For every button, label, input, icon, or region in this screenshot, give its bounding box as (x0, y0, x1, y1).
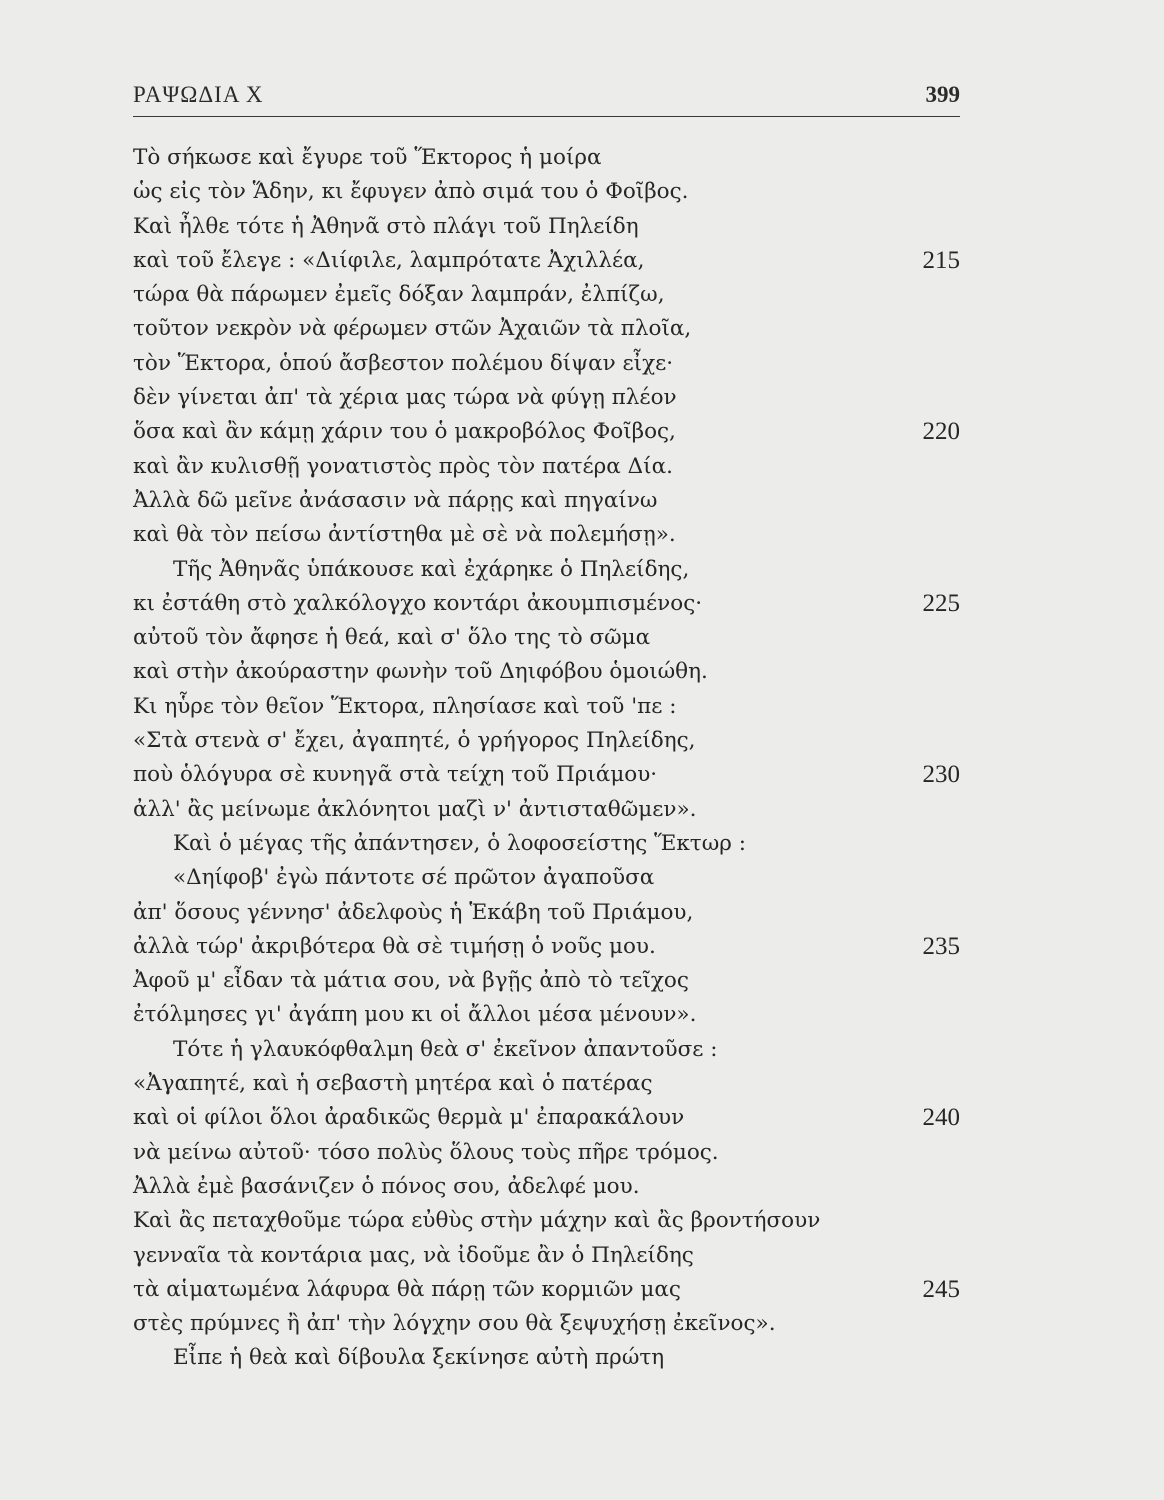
line-number: 225 (922, 589, 960, 617)
verse-line (133, 312, 963, 346)
verse-text: Καὶ ἂς πεταχθοῦμε τώρα εὐθὺς στὴν μάχην καὶ ἂς βροντήσουν (133, 1208, 821, 1234)
verse-line (133, 964, 963, 998)
verse-line (133, 141, 963, 175)
verse-text: αὐτοῦ τὸν ἄφησε ἡ θεά, καὶ σ' ὅλο της τὸ σῶμα (133, 625, 651, 651)
verse-text: Καὶ ἦλθε τότε ἡ Ἀθηνᾶ στὸ πλάγι τοῦ Πηλείδη (133, 213, 639, 239)
verse-line (133, 1136, 963, 1170)
verse-line (133, 1341, 963, 1375)
verse-text: τώρα θὰ πάρωμεν ἐμεῖς δόξαν λαμπράν, ἐλπίζω, (133, 282, 665, 308)
verse-text: ὡς εἰς τὸν Ἅδην, κι ἔφυγεν ἀπὸ σιμά του ὁ Φοῖβος. (133, 179, 689, 205)
verse-text: καὶ ἂν κυλισθῇ γονατιστὸς πρὸς τὸν πατέρα Δία. (133, 453, 673, 479)
verse-line (133, 930, 963, 964)
verse-line (133, 827, 963, 861)
verse-line (133, 1204, 963, 1238)
verse-line (133, 690, 963, 724)
verse-text: Ἀλλὰ ἐμὲ βασάνιζεν ὁ πόνος σου, ἀδελφέ μου. (133, 1173, 640, 1199)
verse-line (133, 347, 963, 381)
verse-line (133, 553, 963, 587)
verse-line (133, 210, 963, 244)
verse-text: καὶ στὴν ἀκούραστην φωνὴν τοῦ Δηιφόβου ὁμοιώθη. (133, 659, 708, 685)
verse-text: Κι ηὗρε τὸν θεῖον Ἕκτορα, πλησίασε καὶ τοῦ 'πε : (133, 693, 677, 719)
chapter-title: ΡΑΨΩΔΙΑ Χ (133, 82, 264, 107)
verse-text: νὰ μείνω αὐτοῦ· τόσο πολὺς ὅλους τοὺς πῆρε τρόμος. (133, 1139, 719, 1165)
verse-text: τοῦτον νεκρὸν νὰ φέρωμεν στῶν Ἀχαιῶν τὰ πλοῖα, (133, 316, 692, 342)
verse-text: καὶ θὰ τὸν πείσω ἀντίστηθα μὲ σὲ νὰ πολεμήσῃ». (133, 522, 676, 548)
line-number: 245 (922, 1275, 960, 1303)
verse-block (133, 141, 963, 1376)
verse-text: ἀλλὰ τώρ' ἀκριβότερα θὰ σὲ τιμήσῃ ὁ νοῦς μου. (133, 933, 656, 959)
verse-line (133, 1307, 963, 1341)
verse-text: ἀπ' ὅσους γέννησ' ἀδελφοὺς ἡ Ἑκάβη τοῦ Πριάμου, (133, 899, 694, 925)
line-number: 215 (922, 246, 960, 274)
verse-line (133, 896, 963, 930)
verse-line (133, 587, 963, 621)
verse-text: καὶ τοῦ ἔλεγε : «Διίφιλε, λαμπρότατε Ἀχιλλέα, (133, 247, 645, 273)
verse-text: στὲς πρύμνες ἢ ἀπ' τὴν λόγχην σου θὰ ξεψυχήσῃ ἐκεῖνος». (133, 1311, 776, 1337)
line-number: 220 (922, 418, 960, 446)
verse-line (133, 450, 963, 484)
verse-line (133, 861, 963, 895)
verse-line (133, 244, 963, 278)
verse-line (133, 484, 963, 518)
running-head (133, 82, 960, 112)
verse-line (133, 278, 963, 312)
page-number: 399 (925, 82, 960, 107)
verse-line (133, 793, 963, 827)
line-number: 240 (922, 1104, 960, 1132)
verse-line (133, 758, 963, 792)
verse-text: «Ἀγαπητέ, καὶ ἡ σεβαστὴ μητέρα καὶ ὁ πατέρας (133, 1071, 653, 1097)
verse-line (133, 655, 963, 689)
verse-line (133, 1067, 963, 1101)
verse-line (133, 415, 963, 449)
verse-line (133, 998, 963, 1032)
verse-line (133, 621, 963, 655)
line-number: 235 (922, 932, 960, 960)
verse-text: δὲν γίνεται ἀπ' τὰ χέρια μας τώρα νὰ φύγῃ πλέον (133, 385, 677, 411)
line-number: 230 (922, 761, 960, 789)
verse-text: τὰ αἱματωμένα λάφυρα θὰ πάρῃ τῶν κορμιῶν μας (133, 1276, 681, 1302)
verse-text: ἀλλ' ἂς μείνωμε ἀκλόνητοι μαζὶ ν' ἀντισταθῶμεν». (133, 796, 697, 822)
verse-line (133, 1033, 963, 1067)
verse-text: γενναῖα τὰ κοντάρια μας, νὰ ἰδοῦμε ἂν ὁ Πηλείδης (133, 1242, 694, 1268)
verse-line (133, 1101, 963, 1135)
verse-text: «Στὰ στενὰ σ' ἔχει, ἀγαπητέ, ὁ γρήγορος Πηλείδης, (133, 728, 696, 754)
verse-text: Τῆς Ἀθηνᾶς ὑπάκουσε καὶ ἐχάρηκε ὁ Πηλείδης, (173, 556, 690, 582)
verse-line (133, 1273, 963, 1307)
verse-text: Τὸ σήκωσε καὶ ἔγυρε τοῦ Ἕκτορος ἡ μοίρα (133, 145, 602, 170)
verse-text: κι ἐστάθη στὸ χαλκόλογχο κοντάρι ἀκουμπισμένος· (133, 590, 703, 616)
header-rule (133, 116, 960, 117)
verse-text: ἐτόλμησες γι' ἀγάπη μου κι οἱ ἄλλοι μέσα μένουν». (133, 1002, 697, 1028)
verse-text: Ἀφοῦ μ' εἶδαν τὰ μάτια σου, νὰ βγῇς ἀπὸ τὸ τεῖχος (133, 968, 689, 994)
verse-line (133, 1239, 963, 1273)
verse-line (133, 518, 963, 552)
verse-line (133, 381, 963, 415)
verse-text: Τότε ἡ γλαυκόφθαλμη θεὰ σ' ἐκεῖνον ἀπαντοῦσε : (173, 1036, 718, 1062)
verse-text: Ἀλλὰ δῶ μεῖνε ἀνάσασιν νὰ πάρῃς καὶ πηγαίνω (133, 487, 658, 513)
verse-text: ποὺ ὁλόγυρα σὲ κυνηγᾶ στὰ τείχη τοῦ Πριάμου· (133, 762, 658, 788)
verse-line (133, 724, 963, 758)
verse-text: ὅσα καὶ ἂν κάμῃ χάριν του ὁ μακροβόλος Φοῖβος, (133, 419, 676, 445)
verse-text: Καὶ ὁ μέγας τῆς ἀπάντησεν, ὁ λοφοσείστης Ἕκτωρ : (173, 830, 746, 856)
verse-text: Εἶπε ἡ θεὰ καὶ δίβουλα ξεκίνησε αὐτὴ πρώτη (173, 1345, 665, 1371)
verse-line (133, 1170, 963, 1204)
verse-line (133, 175, 963, 209)
verse-text: «Δηίφοβ' ἐγὼ πάντοτε σέ πρῶτον ἀγαποῦσα (173, 865, 655, 891)
verse-text: τὸν Ἕκτορα, ὁπού ἄσβεστον πολέμου δίψαν εἶχε· (133, 350, 674, 376)
verse-text: καὶ οἱ φίλοι ὅλοι ἀραδικῶς θερμὰ μ' ἐπαρακάλουν (133, 1105, 685, 1131)
